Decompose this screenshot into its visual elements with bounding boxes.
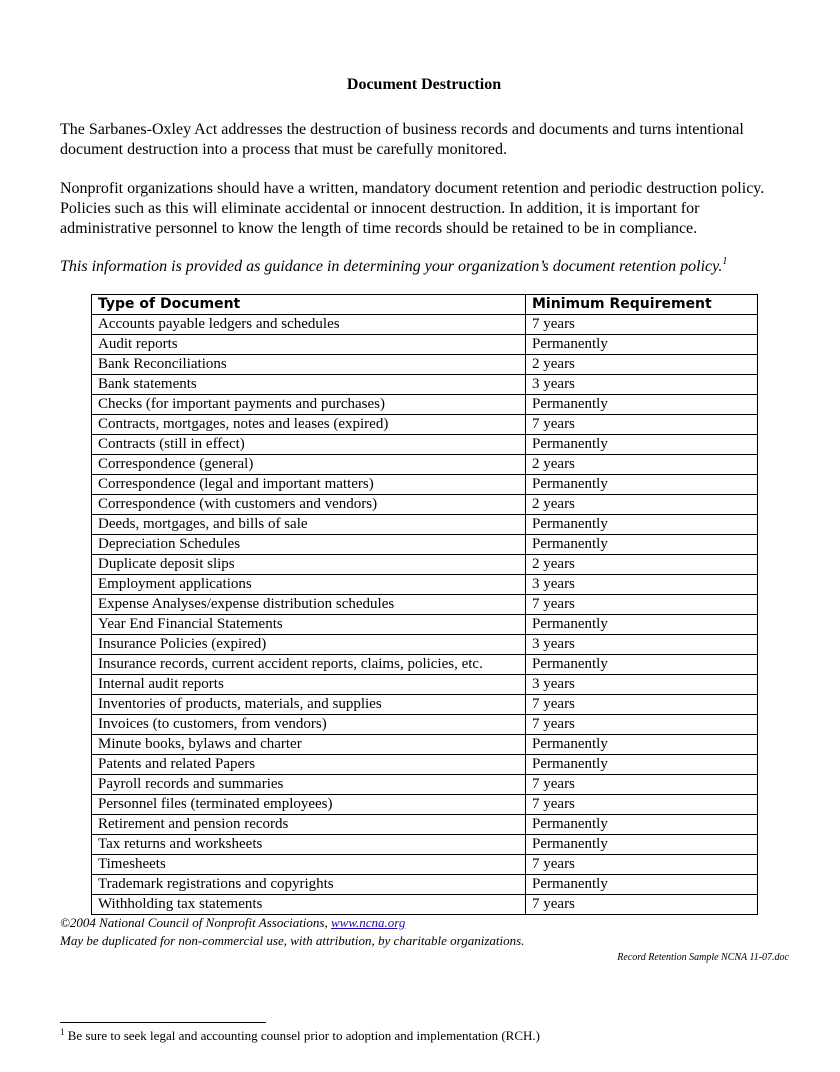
duplication-notice: May be duplicated for non-commercial use, with attribution, by charitable organizations.	[60, 933, 525, 948]
footnote-number: 1	[60, 1027, 65, 1037]
minimum-requirement-cell: Permanently	[526, 395, 758, 415]
table-header-row	[92, 295, 758, 315]
footnote-marker[interactable]: 1	[722, 256, 728, 267]
table-row	[92, 615, 758, 635]
table-row	[92, 535, 758, 555]
document-type-cell: Contracts, mortgages, notes and leases (expired)	[92, 415, 526, 435]
page-title: Document Destruction	[346, 76, 502, 93]
document-type-cell: Inventories of products, materials, and supplies	[92, 695, 526, 715]
minimum-requirement-cell: Permanently	[526, 875, 758, 895]
header-type-of-document: Type of Document	[92, 295, 526, 315]
header-minimum-requirement: Minimum Requirement	[526, 295, 758, 315]
document-type-cell: Employment applications	[92, 575, 526, 595]
minimum-requirement-cell: 7 years	[526, 315, 758, 335]
minimum-requirement-cell: 3 years	[526, 375, 758, 395]
document-type-cell: Insurance Policies (expired)	[92, 635, 526, 655]
table-row	[92, 895, 758, 915]
document-type-cell: Internal audit reports	[92, 675, 526, 695]
footnote	[60, 1028, 540, 1044]
table-row	[92, 675, 758, 695]
minimum-requirement-cell: 7 years	[526, 595, 758, 615]
table-row	[92, 495, 758, 515]
table-row	[92, 755, 758, 775]
table-row	[92, 875, 758, 895]
intro-paragraph-sox: The Sarbanes-Oxley Act addresses the destruction of business records and documents and turns intentional document destruction into a process that must be carefully monitored.	[60, 121, 744, 158]
document-type-cell: Expense Analyses/expense distribution schedules	[92, 595, 526, 615]
minimum-requirement-cell: 7 years	[526, 695, 758, 715]
minimum-requirement-cell: Permanently	[526, 815, 758, 835]
minimum-requirement-cell: Permanently	[526, 655, 758, 675]
document-type-cell: Correspondence (legal and important matters)	[92, 475, 526, 495]
minimum-requirement-cell: 7 years	[526, 795, 758, 815]
table-row	[92, 555, 758, 575]
document-type-cell: Tax returns and worksheets	[92, 835, 526, 855]
document-type-cell: Bank statements	[92, 375, 526, 395]
table-row	[92, 515, 758, 535]
document-type-cell: Retirement and pension records	[92, 815, 526, 835]
minimum-requirement-cell: Permanently	[526, 335, 758, 355]
table-row	[92, 715, 758, 735]
table-row	[92, 315, 758, 335]
table-row	[92, 335, 758, 355]
intro-paragraph-policy: Nonprofit organizations should have a written, mandatory document retention and periodic destruction policy. Policies such as this will eliminate accidental or innocent destruction. In addition, it is important for administrative personnel to know the length of time records should be retained to be in compliance.	[60, 180, 765, 237]
copyright-text: ©2004 National Council of Nonprofit Associations,	[60, 915, 331, 930]
document-type-cell: Personnel files (terminated employees)	[92, 795, 526, 815]
guidance-note	[60, 257, 790, 277]
document-type-cell: Insurance records, current accident reports, claims, policies, etc.	[92, 655, 526, 675]
document-type-cell: Checks (for important payments and purchases)	[92, 395, 526, 415]
table-row	[92, 455, 758, 475]
document-type-cell: Correspondence (general)	[92, 455, 526, 475]
table-row	[92, 475, 758, 495]
table-row	[92, 795, 758, 815]
table-row	[92, 635, 758, 655]
document-type-cell: Deeds, mortgages, and bills of sale	[92, 515, 526, 535]
document-type-cell: Depreciation Schedules	[92, 535, 526, 555]
minimum-requirement-cell: 2 years	[526, 555, 758, 575]
table-row	[92, 375, 758, 395]
document-type-cell: Correspondence (with customers and vendors)	[92, 495, 526, 515]
minimum-requirement-cell: 3 years	[526, 575, 758, 595]
document-type-cell: Year End Financial Statements	[92, 615, 526, 635]
minimum-requirement-cell: 2 years	[526, 495, 758, 515]
document-type-cell: Contracts (still in effect)	[92, 435, 526, 455]
minimum-requirement-cell: 7 years	[526, 715, 758, 735]
minimum-requirement-cell: Permanently	[526, 835, 758, 855]
minimum-requirement-cell: Permanently	[526, 735, 758, 755]
table-row	[92, 735, 758, 755]
document-type-cell: Accounts payable ledgers and schedules	[92, 315, 526, 335]
footnote-divider	[60, 1022, 266, 1023]
minimum-requirement-cell: 2 years	[526, 355, 758, 375]
footnote-text: Be sure to seek legal and accounting counsel prior to adoption and implementation (RCH.)	[64, 1028, 540, 1043]
minimum-requirement-cell: Permanently	[526, 535, 758, 555]
table-row	[92, 395, 758, 415]
document-type-cell: Audit reports	[92, 335, 526, 355]
document-type-cell: Trademark registrations and copyrights	[92, 875, 526, 895]
document-type-cell: Withholding tax statements	[92, 895, 526, 915]
document-type-cell: Timesheets	[92, 855, 526, 875]
minimum-requirement-cell: 7 years	[526, 415, 758, 435]
document-type-cell: Invoices (to customers, from vendors)	[92, 715, 526, 735]
table-row	[92, 655, 758, 675]
table-row	[92, 415, 758, 435]
minimum-requirement-cell: 7 years	[526, 895, 758, 915]
guidance-note-text: This information is provided as guidance in determining your organization’s document retention policy.	[60, 258, 723, 275]
minimum-requirement-cell: 3 years	[526, 635, 758, 655]
table-row	[92, 695, 758, 715]
minimum-requirement-cell: 7 years	[526, 775, 758, 795]
table-row	[92, 575, 758, 595]
ncna-link[interactable]: www.ncna.org	[330, 915, 406, 930]
table-row	[92, 595, 758, 615]
table-row	[92, 855, 758, 875]
table-row	[92, 775, 758, 795]
document-type-cell: Payroll records and summaries	[92, 775, 526, 795]
table-row	[92, 355, 758, 375]
document-reference: Record Retention Sample NCNA 11-07.doc	[617, 952, 789, 963]
table-row	[92, 835, 758, 855]
document-type-cell: Patents and related Papers	[92, 755, 526, 775]
minimum-requirement-cell: Permanently	[526, 615, 758, 635]
document-type-cell: Minute books, bylaws and charter	[92, 735, 526, 755]
minimum-requirement-cell: Permanently	[526, 515, 758, 535]
table-row	[92, 435, 758, 455]
document-type-cell: Bank Reconciliations	[92, 355, 526, 375]
retention-table	[91, 294, 758, 915]
document-type-cell: Duplicate deposit slips	[92, 555, 526, 575]
minimum-requirement-cell: 2 years	[526, 455, 758, 475]
minimum-requirement-cell: Permanently	[526, 755, 758, 775]
table-row	[92, 815, 758, 835]
minimum-requirement-cell: Permanently	[526, 475, 758, 495]
retention-table-body	[92, 315, 758, 915]
minimum-requirement-cell: Permanently	[526, 435, 758, 455]
minimum-requirement-cell: 7 years	[526, 855, 758, 875]
copyright-line	[60, 914, 405, 931]
minimum-requirement-cell: 3 years	[526, 675, 758, 695]
